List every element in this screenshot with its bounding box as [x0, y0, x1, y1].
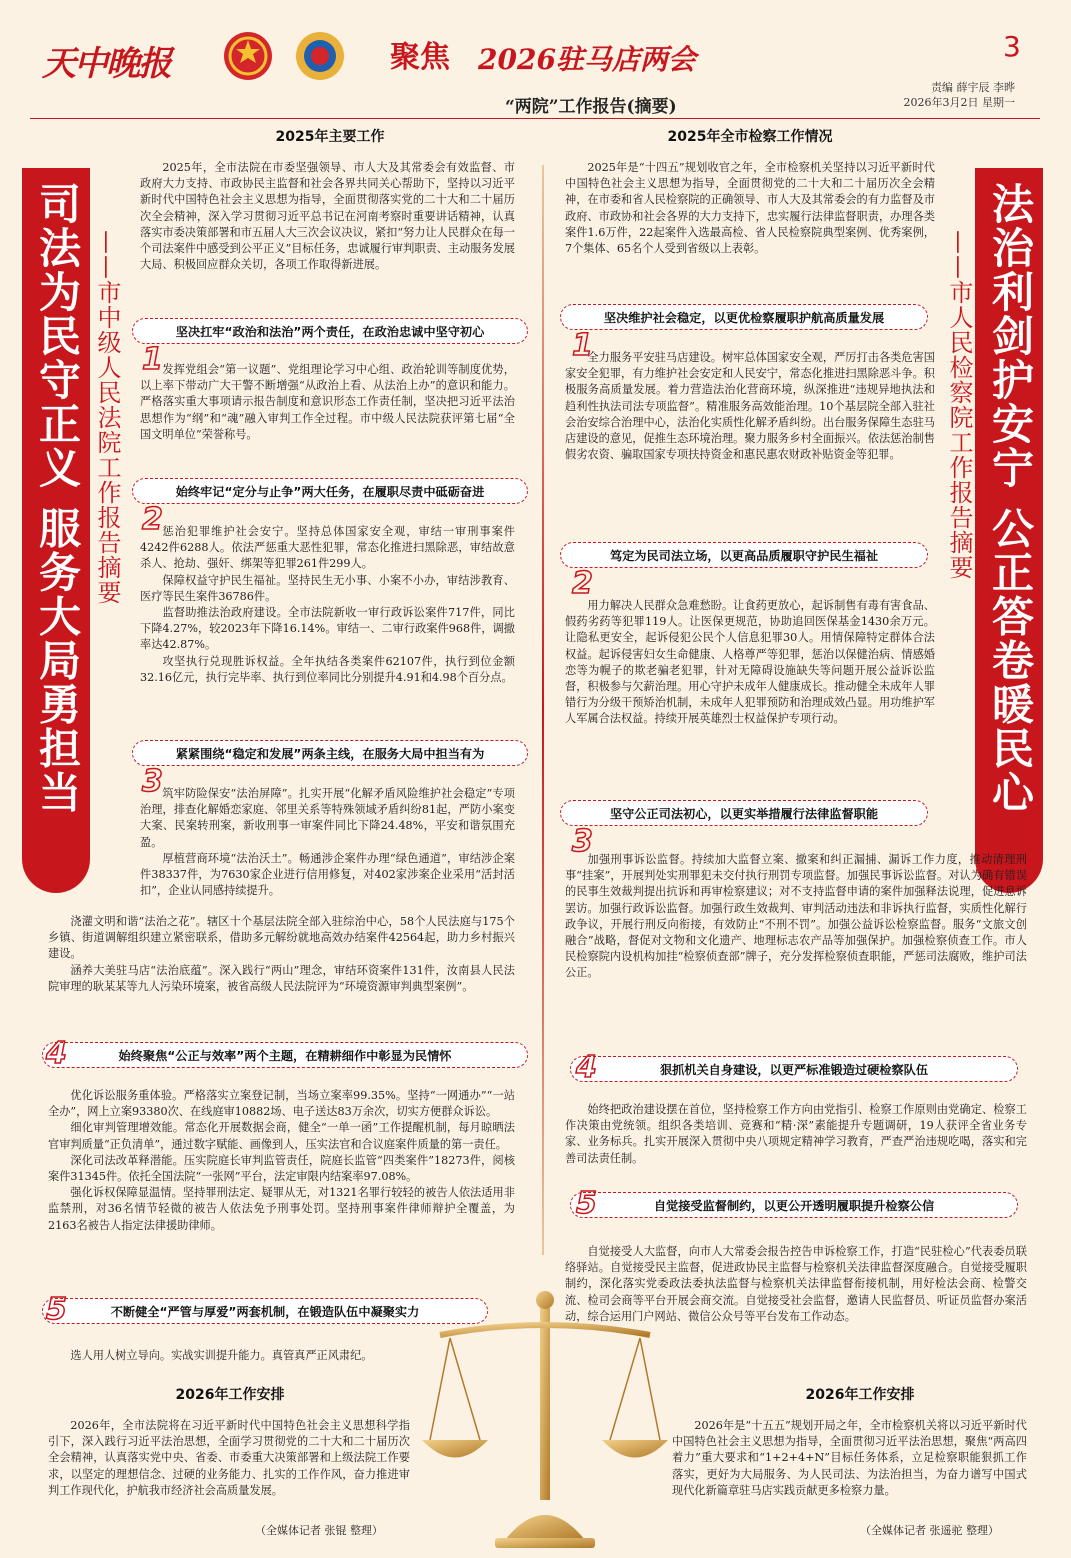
- court-headline-bar: [22, 168, 90, 893]
- editors: 责编 薛宇辰 李晔: [931, 81, 1015, 94]
- procuratorate-headline: 法治利剑护安宁 公正答卷暖民心: [986, 182, 1035, 815]
- procuratorate-main-title: 2025年全市检察工作情况: [667, 129, 833, 145]
- procuratorate-section-4-title: 狠抓机关自身建设，以更严标准锻造过硬检察队伍: [570, 1056, 1018, 1082]
- procuratorate-section-1-body: [565, 350, 935, 463]
- procuratorate-section-4-body: [565, 1102, 1027, 1167]
- paragraph: 保障权益守护民生福祉。坚持民生无小事、小案不小办，审结涉教育、医疗等民生案件36786件。: [140, 573, 515, 603]
- header-rule: [30, 118, 1040, 119]
- court-section-5-title: 不断健全“严管与厚爱”两套机制，在锻造队伍中凝聚实力: [42, 1298, 488, 1324]
- procuratorate-section-3-body: [565, 852, 1027, 982]
- report-subtitle: “两院”工作报告(摘要): [505, 97, 677, 117]
- court-section-1-body: [140, 362, 515, 443]
- paragraph: 厚植营商环境“法治沃土”。畅通涉企案件办理“绿色通道”，审结涉企案件38337件，为7630家企业进行信用修复，对402家涉案企业采用“活封活扣”，企业认同感持续提升。: [140, 851, 515, 898]
- court-section-1-title: 坚决扛牢“政治和法治”两个责任，在政治忠诚中坚守初心: [132, 318, 528, 344]
- procuratorate-section-1-title: 坚决维护社会稳定，以更优检察履职护航高质量发展: [560, 304, 928, 330]
- focus-label: 聚焦: [390, 40, 450, 75]
- court-section-3-body-a: [140, 786, 515, 899]
- procuratorate-section-2-title: 笃定为民司法立场，以更高品质履职守护民生福祉: [560, 542, 928, 568]
- court-section-3-title: 紧紧围绕“稳定和发展”两条主线，在服务大局中担当有为: [132, 740, 528, 766]
- paragraph: 选人用人树立导向。实战实训提升能力。真管真严正风肃纪。: [70, 1349, 373, 1362]
- cppcc-emblem-icon: [290, 30, 350, 86]
- procuratorate-section-3-num: 3: [572, 824, 593, 859]
- paragraph: 自觉接受人大监督，向市人大常委会报告控告申诉检察工作，打造“民驻检心”代表委员联络驿站。自觉接受民主监督，促进政协民主监督与检察机关法律监督深度融合。自觉接受履职制约，深化落实党委政法委执法监督与检察机关法律监督衔接机制，用好检法会商、检警交流、检司会商等平台开展会商交流。自觉接受社会监督，邀请人民监督员、听证员监督办案活动，综合运用门户网站、微信公众号等平台发布工作动态。: [565, 1245, 1027, 1323]
- court-credit: （全媒体记者 张锟 整理）: [255, 1524, 383, 1537]
- paragraph: 强化诉权保障显温情。坚持罪刑法定、疑罪从无，对1321名罪行较轻的被告人依法适用非监禁刑，对36名情节轻微的被告人依法免予刑事处罚。坚持刑事案件律师辩护全覆盖，为2163名被告人指定法律援助律师。: [48, 1186, 515, 1232]
- court-section-2-body: [140, 524, 515, 686]
- court-subhead: ——市中级人民法院工作报告摘要: [93, 230, 121, 605]
- paragraph: 优化诉讼服务重体验。严格落实立案登记制，当场立案率99.35%。坚持“一网通办”“一站全办”，网上立案93380次、在线庭审10882场、电子送达83万余次，切实方便群众诉讼。: [48, 1089, 515, 1119]
- procuratorate-credit: （全媒体记者 张遥驼 整理）: [860, 1524, 999, 1537]
- court-section-3-body-b: [48, 914, 515, 995]
- court-section-2-title: 始终牢记“定分与止争”两大任务，在履职尽责中砥砺奋进: [132, 478, 528, 504]
- court-section-2-num: 2: [142, 502, 163, 537]
- national-emblem-icon: [222, 30, 274, 86]
- column-divider: [542, 165, 544, 1255]
- court-section-5-num: 5: [46, 1292, 67, 1327]
- procuratorate-plan-title: 2026年工作安排: [805, 1387, 915, 1403]
- masthead-logo: 天中晚报: [42, 44, 170, 84]
- procuratorate-intro: 2025年是“十四五”规划收官之年，全市检察机关坚持以习近平新时代中国特色社会主义思想为指导，全面贯彻党的二十大和二十届历次全会精神，在市委和省人民检察院的正确领导、市人大及其常委会的有力监督及市政府、市政协和社会各界的大力支持下，忠实履行法律监督职责，办理各类案件1.6万件，22起案件入选最高检、省人民检察院典型案例、优秀案例，7个集体、65名个人受到省级以上表彰。: [565, 161, 935, 256]
- paragraph: 浇灌文明和谐“法治之花”。辖区十个基层法院全部入驻综治中心，58个人民法庭与175个乡镇、街道调解组织建立紧密联系，借助多元解纷就地高效办结案件42564起，助力乡村振兴建设。: [48, 915, 515, 961]
- court-main-title: 2025年主要工作: [275, 129, 385, 145]
- paragraph: 监督助推法治政府建设。全市法院新收一审行政诉讼案件717件，同比下降4.27%，较2023年下降16.14%。审结一、二审行政案件968件，调撤率达42.87%。: [140, 606, 515, 652]
- procuratorate-section-5-num: 5: [576, 1186, 597, 1221]
- procuratorate-section-2-num: 2: [572, 566, 593, 601]
- paragraph: 涵养大美驻马店“法治底蕴”。深入践行“两山”理念，审结环资案件131件，汝南县人民法院审理的耿某某等九人污染环境案，被省高级人民法院评为“环境资源审判典型案例”。: [48, 963, 515, 993]
- procuratorate-section-2-body: [565, 598, 935, 728]
- paragraph: 攻坚执行兑现胜诉权益。全年执结各类案件62107件，执行到位金额32.16亿元，执行完毕率、执行到位率同比分别提升4.91和4.98个百分点。: [140, 654, 515, 684]
- paragraph: 全力服务平安驻马店建设。树牢总体国家安全观，严厉打击各类危害国家安全犯罪，有力维护社会安定和人民安宁，常态化推进扫黑除恶斗争。积极服务高质量发展。着力营造法治化营商环境，纵深推进“违规异地执法和趋利性执法司法专项监督”。精准服务高效能治理。10个基层院全部入驻社会治安综合治理中心，法治化实质性化解矛盾纠纷。出台服务保障生态驻马店建设的意见，促推生态环境治理。聚力服务乡村全面振兴。依法惩治制售假劣农资、骗取国家专项扶持资金和惠民惠农财政补贴资金等犯罪。: [565, 351, 935, 462]
- procuratorate-section-5-title: 自觉接受监督制约，以更公开透明履职提升检察公信: [570, 1192, 1018, 1218]
- court-plan: 2026年，全市法院将在习近平新时代中国特色社会主义思想科学指引下，深入践行习近平法治思想，全面学习贯彻党的二十大和二十届历次全会精神，认真落实党中央、省委、市委重大决策部署和上级法院工作要求，以坚定的理想信念、过硬的业务能力、扎实的工作作风，奋力推进审判工作现代化，护航我市经济社会高质量发展。: [48, 1419, 410, 1497]
- court-section-4-body: [48, 1088, 515, 1234]
- procuratorate-section-1-num: 1: [572, 328, 593, 363]
- paragraph: 始终把政治建设摆在首位，坚持检察工作方向由党指引、检察工作原则由党确定、检察工作决策由党统领。组织各类培训、竞赛和“精·深”素能提升专题调研，19人获评全省业务专家、业务标兵。扎实开展深入贯彻中央八项规定精神学习教育，严查严治违规吃喝，落实和完善司法责任制。: [565, 1103, 1027, 1165]
- editor-info: [880, 80, 1015, 110]
- paragraph: 筑牢防险保安“法治屏障”。扎实开展“化解矛盾风险维护社会稳定”专项治理，排查化解婚恋家庭、邻里关系等特殊领域矛盾纠纷81起，严防小案变大案、民案转刑案，新收刑事一审案件同比下降24.48%，平安和谐氛围充盈。: [140, 787, 515, 849]
- court-section-1-num: 1: [142, 342, 163, 377]
- scales-of-justice-icon: [420, 1290, 670, 1554]
- page-number: 3: [1003, 30, 1021, 63]
- paragraph: 用力解决人民群众急难愁盼。让食药更放心，起诉制售有毒有害食品、假药劣药等犯罪119人。让医保更规范，协助追回医保基金1430余万元。让隐私更安全，起诉侵犯公民个人信息犯罪30人。用情保障特定群体合法权益。起诉侵害妇女生命健康、人格尊严等犯罪，惩治以保健治病、情感婚恋等为幌子的欺老骗老犯罪，针对无障碍设施缺失等问题开展公益诉讼监督，积极参与欠薪治理。用心守护未成年人健康成长。推动健全未成年人罪错行为分级干预矫治机制，未成年人犯罪预防和治理成效凸显。用功维护军人军属合法权益。持续开展英雄烈士权益保护专项行动。: [565, 599, 935, 726]
- event-title: 2026驻马店两会: [478, 43, 696, 76]
- court-headline: 司法为民守正义 服务大局勇担当: [33, 182, 82, 815]
- paragraph: 深化司法改革释潜能。压实院庭长审判监管责任，院庭长监管“四类案件”18273件，阅核案件31345件。依托全国法院“一张网”平台，法定审限内结案率97.08%。: [48, 1153, 515, 1184]
- procuratorate-subhead: ——市人民检察院工作报告摘要: [945, 230, 973, 580]
- court-section-3-num: 3: [142, 764, 163, 799]
- paragraph: 细化审判管理增效能。常态化开展数据会商，健全“一单一函”工作提醒机制，每月晾晒法官审判质量“正负清单”，通过数字赋能、画像到人，压实法官和合议庭案件质量的第一责任。: [48, 1121, 515, 1151]
- procuratorate-headline-bar: [975, 168, 1043, 893]
- court-section-4-num: 4: [46, 1036, 67, 1071]
- paragraph: 惩治犯罪维护社会安宁。坚持总体国家安全观，审结一审刑事案件4242件6288人。依法严惩重大恶性犯罪，常态化推进扫黑除恶，审结故意杀人、抢劫、强奸、绑架等犯罪261件299人。: [140, 525, 515, 571]
- court-section-4-title: 始终聚焦“公正与效率”两个主题，在精耕细作中彰显为民情怀: [42, 1042, 528, 1068]
- court-plan-title: 2026年工作安排: [175, 1387, 285, 1403]
- issue-date: 2026年3月2日 星期一: [903, 96, 1015, 109]
- court-intro: 2025年，全市法院在市委坚强领导、市人大及其常委会有效监督、市政府大力支持、市政协民主监督和社会各界共同关心帮助下，坚持以习近平新时代中国特色社会主义思想为指导，全面贯彻落实党的二十大和二十届历次全会精神，深入学习贯彻习近平总书记在河南考察时重要讲话精神，认真落实市委决策部署和市五届人大三次会议决议，紧扣“努力让人民群众在每一个司法案件中感受到公平正义”目标任务，忠诚履行审判职责、主动服务发展大局、积极回应群众关切，各项工作取得新进展。: [140, 161, 515, 272]
- procuratorate-section-4-num: 4: [576, 1050, 597, 1085]
- procuratorate-plan: 2026年是“十五五”规划开局之年，全市检察机关将以习近平新时代中国特色社会主义思想为指导，全面贯彻习近平法治思想，聚焦“两高四着力”重大要求和“1+2+4+N”目标任务体系，立足检察职能狠抓工作落实，更好为大局服务、为人民司法、为法治担当，为奋力谱写中国式现代化新篇章驻马店实践贡献更多检察力量。: [672, 1419, 1027, 1497]
- procuratorate-section-3-title: 坚守公正司法初心，以更实举措履行法律监督职能: [560, 800, 928, 826]
- paragraph: 发挥党组会“第一议题”、党组理论学习中心组、政治轮训等制度优势，以上率下带动广大干警不断增强“从政治上看、从法治上办”的意识和能力。严格落实重大事项请示报告制度和意识形态工作责任制，坚决把习近平法治思想作为“纲”和“魂”融入审判工作全过程。市中级人民法院获评第七届“全国文明单位”荣誉称号。: [140, 363, 515, 441]
- paragraph: 加强刑事诉讼监督。持续加大监督立案、撤案和纠正漏捕、漏诉工作力度，推动清理刑事“挂案”，开展判处实刑罪犯未交付执行刑罚专项监督。加强民事诉讼监督。对认为确有错误的民事生效裁判提出抗诉和再审检察建议；对不支持监督申请的案件加强释法说理，促进息诉罢访。加强行政诉讼监督。加强行政生效裁判、审判活动违法和非诉执行监督，实质性化解行政争议，开展行刑反向衔接，有效防止“不刑不罚”。加强公益诉讼检察监督。服务“文旅文创融合”战略，督促对文物和文化遗产、地理标志农产品等加强保护。加强检察侦查工作。市人民检察院内设机构加挂“检察侦查部”牌子，充分发挥检察侦查职能，严惩司法腐败，维护司法公正。: [565, 853, 1027, 980]
